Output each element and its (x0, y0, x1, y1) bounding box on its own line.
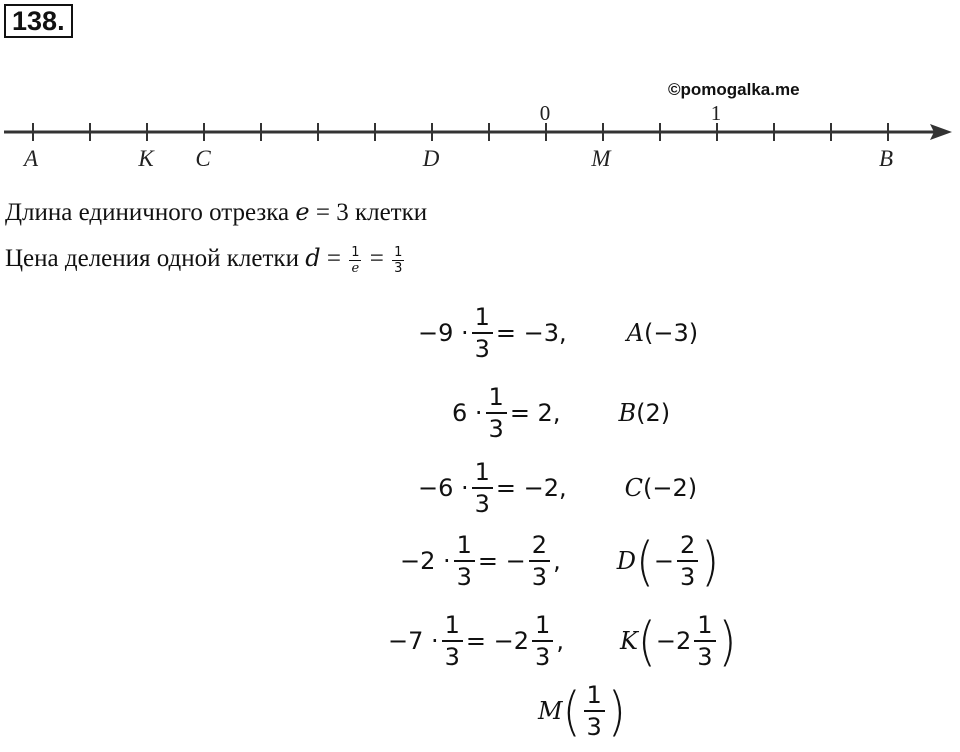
fraction: $\frac{1}{3}$ (486, 382, 507, 444)
coordinate-a: (−3) (644, 319, 699, 347)
fraction: $\frac{1}{3}$ (472, 457, 493, 519)
task-number-box (4, 4, 73, 38)
right-paren: ) (607, 679, 626, 743)
one-label: 1 (710, 101, 722, 125)
fraction-1-over-3: $\frac{1}{3}$ (394, 244, 403, 276)
task-number-dot: . (57, 6, 65, 36)
division-value-text: Цена деления одной клетки (5, 245, 299, 272)
point-label-m: M (591, 146, 611, 171)
fraction-1-over-e: $\frac{1}{e}$ (351, 244, 360, 276)
row-lhs: −7 · (388, 627, 439, 655)
equation-row-c (418, 457, 697, 519)
coord-minus: − (653, 547, 675, 575)
fraction: $\frac{1}{3}$ (454, 530, 475, 592)
row-eq: = −2 (465, 627, 530, 655)
equation-row-b (452, 382, 670, 444)
right-paren: ) (701, 529, 720, 593)
left-paren: ( (635, 529, 654, 593)
zero-label: 0 (539, 101, 551, 125)
fraction: $\frac{1}{3}$ (472, 302, 493, 364)
point-label-k: K (138, 146, 154, 171)
coordinate-b: (2) (636, 399, 671, 427)
unit-length-value: 3 клетки (336, 199, 428, 226)
var-d: d (305, 244, 321, 272)
right-paren: ) (718, 609, 737, 673)
point-label-b: B (878, 146, 894, 171)
watermark: ©pomogalka.me (668, 80, 800, 99)
equals-sign: = (326, 245, 341, 272)
coordinate-fraction: $\frac{2}{3}$ (677, 530, 698, 592)
row-lhs: 6 · (452, 399, 483, 427)
coordinate-c: (−2) (643, 474, 698, 502)
point-d: D (616, 547, 636, 575)
point-label-a: A (23, 146, 39, 171)
row-lhs: −2 · (400, 547, 451, 575)
var-e: e (295, 198, 310, 226)
row-rhs: = −2, (495, 474, 567, 502)
comma: , (556, 627, 564, 655)
number-line (0, 90, 960, 180)
point-label-c: C (195, 146, 211, 171)
equation-row-k (388, 610, 736, 672)
comma: , (553, 547, 561, 575)
point-m: M (538, 697, 563, 725)
coordinate-fraction: $\frac{1}{3}$ (694, 610, 715, 672)
unit-length-text: Длина единичного отрезка (5, 199, 290, 226)
row-eq: = − (477, 547, 526, 575)
row-rhs: = 2, (509, 399, 561, 427)
point-c: C (624, 474, 644, 502)
row-lhs: −9 · (418, 319, 469, 347)
point-k: K (619, 627, 638, 655)
coordinate-fraction: $\frac{1}{3}$ (584, 680, 605, 742)
equals-sign: = (369, 245, 384, 272)
task-number: 138 (12, 6, 58, 36)
equation-row-d (400, 530, 719, 592)
division-value-line (5, 244, 406, 276)
point-label-d: D (422, 146, 440, 171)
left-paren: ( (562, 679, 581, 743)
equation-row-a (418, 302, 698, 364)
unit-length-line (5, 198, 427, 227)
row-rhs: = −3, (495, 319, 567, 347)
left-paren: ( (637, 609, 656, 673)
coord-minus: −2 (655, 627, 692, 655)
point-b: B (618, 399, 637, 427)
point-a: A (626, 319, 645, 347)
equation-row-m (538, 680, 626, 742)
fraction: $\frac{1}{3}$ (442, 610, 463, 672)
equals-sign: = (315, 199, 330, 226)
row-lhs: −6 · (418, 474, 469, 502)
result-fraction: $\frac{1}{3}$ (532, 610, 553, 672)
result-fraction: $\frac{2}{3}$ (529, 530, 550, 592)
